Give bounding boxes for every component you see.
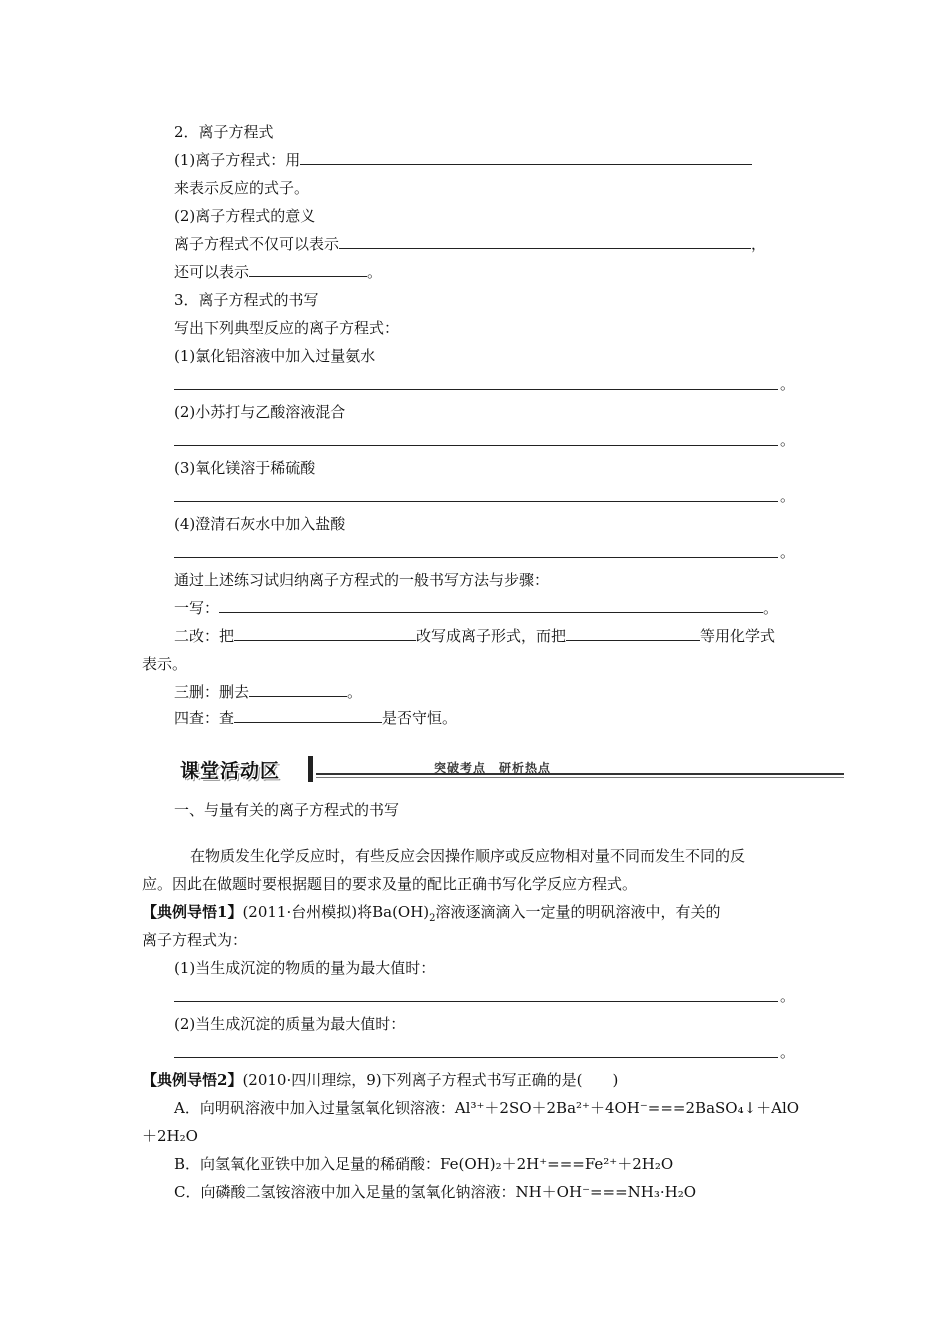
summary-text: 通过上述练习试归纳离子方程式的一般书写方法与步骤： [174,571,550,589]
punctuation: 。 [780,375,796,393]
definition-label: (1)离子方程式：用 [174,151,301,169]
example2-line [142,1070,618,1090]
option-a: A．向明矾溶液中加入过量氢氧化钡溶液：Al³⁺＋2SO＋2Ba²⁺＋4OH⁻===2BaSO₄↓＋AlO [174,1099,800,1117]
meaning-line-2 [174,262,382,282]
punctuation: ， [751,235,767,253]
section3-heading: 3．离子方程式的书写 [174,291,319,309]
banner-subtitle: 突破考点 研析热点 [434,761,552,775]
example1-question-2: (2)当生成沉淀的质量为最大值时： [174,1015,406,1033]
example1-question-1: (1)当生成沉淀的物质的量为最大值时： [174,959,436,977]
answer-blank[interactable] [174,500,778,502]
option-b: B．向氢氧化亚铁中加入足量的稀硝酸：Fe(OH)₂＋2H⁺===Fe²⁺＋2H₂O [174,1155,674,1173]
answer-blank[interactable] [234,708,382,723]
reaction-item: (2)小苏打与乙酸溶液混合 [174,403,346,421]
step-text: 是否守恒。 [382,709,458,727]
answer-blank[interactable] [249,262,367,277]
answer-blank[interactable] [174,1000,778,1002]
step-delete [174,682,362,702]
answer-blank[interactable] [300,150,752,165]
step-label: 三删：删去 [174,683,250,701]
example-text: (2011·台州模拟)将Ba(OH) [242,903,430,921]
option-c: C．向磷酸二氢铵溶液中加入足量的氢氧化钠溶液：NH＋OH⁻===NH₃·H₂O [174,1183,697,1201]
step-label: 一写： [174,599,220,617]
banner-rule [316,777,844,778]
punctuation: 。 [763,599,779,617]
answer-blank[interactable] [174,388,778,390]
answer-blank[interactable] [174,444,778,446]
example-text: 溶液逐滴滴入一定量的明矾溶液中，有关的 [435,903,721,921]
step-change-cont: 表示。 [142,655,188,673]
meaning-text-2: 还可以表示 [174,263,250,281]
part1-heading: 一、与量有关的离子方程式的书写 [174,801,400,819]
answer-blank[interactable] [174,1056,778,1058]
step-check [174,708,457,728]
example-tag: 【典例导悟1】 [142,903,243,921]
step-text: 等用化学式 [700,627,776,645]
section2-heading: 2．离子方程式 [174,123,274,141]
reaction-item: (4)澄清石灰水中加入盐酸 [174,515,346,533]
section-banner [172,752,844,786]
subscript: 2 [429,913,436,924]
example1-line [142,902,721,922]
meaning-text-1: 离子方程式不仅可以表示 [174,235,340,253]
punctuation: 。 [780,431,796,449]
step-label: 四查：查 [174,709,235,727]
banner-divider [308,756,313,782]
step-change [174,626,775,646]
punctuation: 。 [780,543,796,561]
option-a-cont: ＋2H₂O [142,1127,198,1145]
answer-blank[interactable] [249,682,347,697]
paragraph-line-2: 应。因此在做题时要根据题目的要求及量的配比正确书写化学反应方程式。 [142,875,638,893]
example-tag: 【典例导悟2】 [142,1071,243,1089]
example1-line-2: 离子方程式为： [142,931,248,949]
meaning-line-1 [174,234,766,254]
punctuation: 。 [780,487,796,505]
punctuation: 。 [367,263,383,281]
answer-blank[interactable] [219,598,763,613]
punctuation: 。 [780,987,796,1005]
section3-intro: 写出下列典型反应的离子方程式： [174,319,400,337]
definition-continuation: 来表示反应的式子。 [174,179,310,197]
answer-blank[interactable] [234,626,416,641]
paragraph-line-1: 在物质发生化学反应时，有些反应会因操作顺序或反应物相对量不同而发生不同的反 [190,847,746,865]
banner-title: 课堂活动区 [180,760,281,782]
step-label: 二改：把 [174,627,235,645]
step-text: 改写成离子形式，而把 [416,627,567,645]
step-write [174,598,778,618]
punctuation: 。 [780,1043,796,1061]
meaning-heading: (2)离子方程式的意义 [174,207,316,225]
definition-line [174,150,752,170]
answer-blank[interactable] [174,556,778,558]
example-text: (2010·四川理综，9)下列离子方程式书写正确的是( ) [242,1071,619,1089]
reaction-item: (1)氯化铝溶液中加入过量氨水 [174,347,376,365]
answer-blank[interactable] [566,626,700,641]
answer-blank[interactable] [339,234,751,249]
punctuation: 。 [347,683,363,701]
reaction-item: (3)氧化镁溶于稀硫酸 [174,459,316,477]
banner-rule [316,773,844,775]
